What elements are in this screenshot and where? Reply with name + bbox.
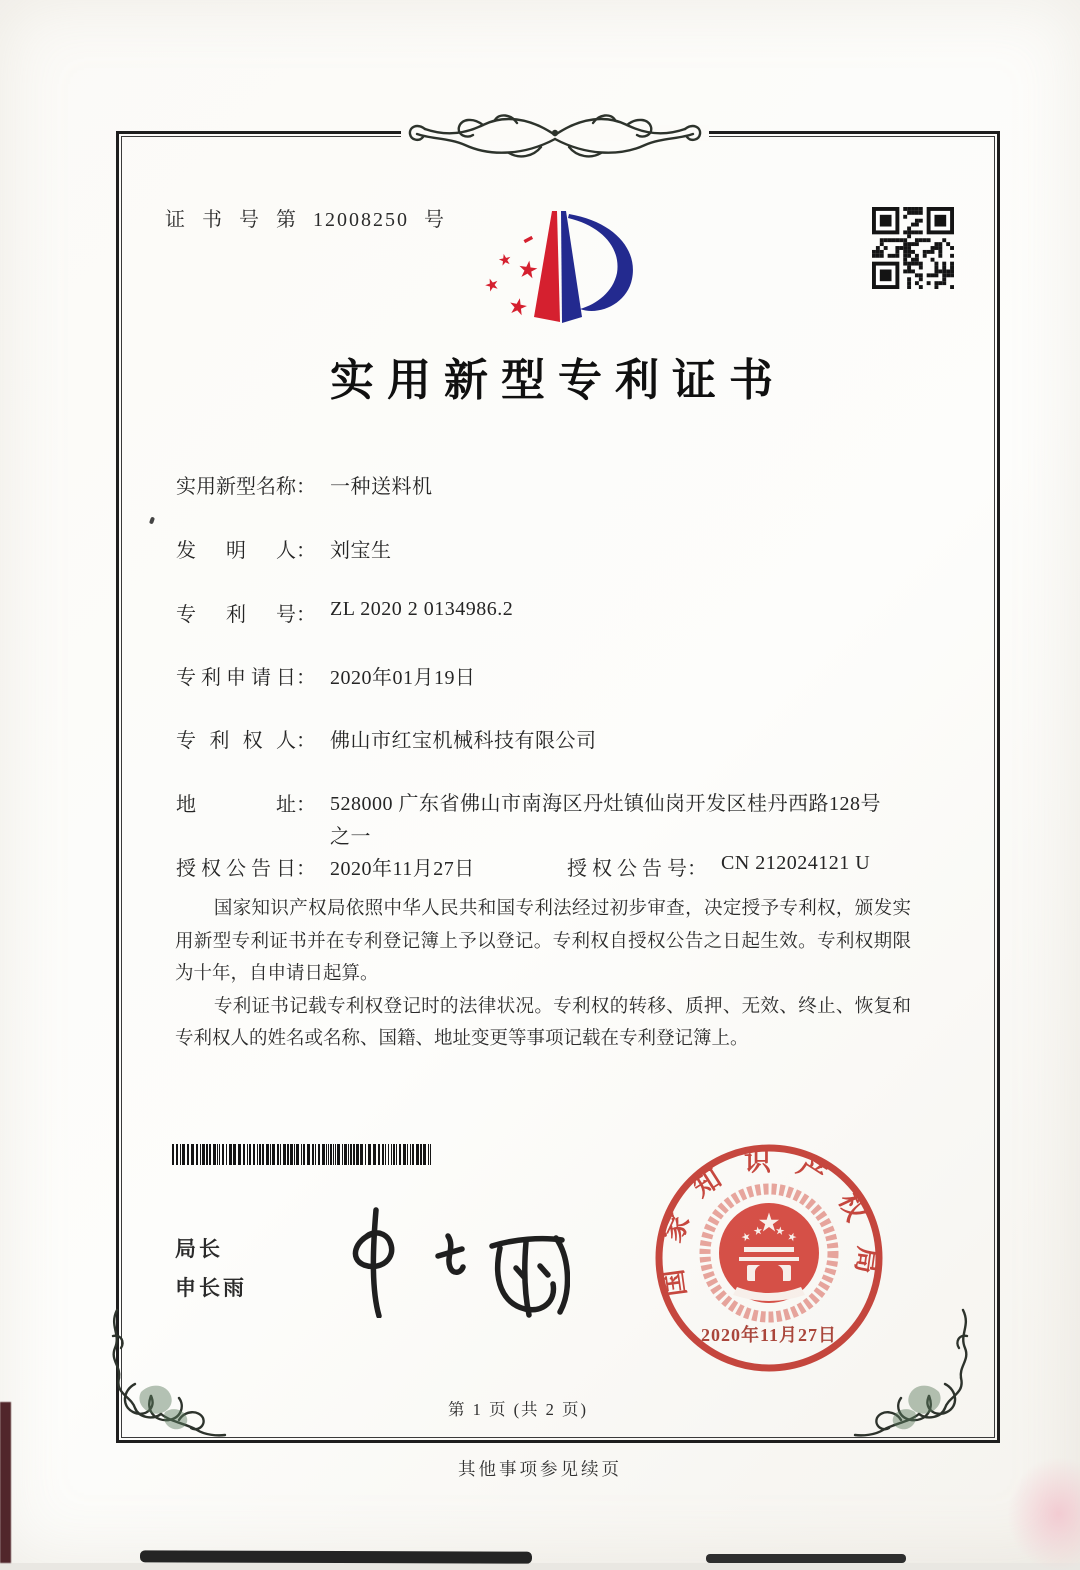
field-label: 专利申请日 [176, 667, 296, 689]
field-row-address [176, 788, 890, 854]
page-indicator: 第 1 页 (共 2 页) [447, 1400, 589, 1419]
top-flourish-ornament [393, 103, 717, 187]
field-value: 一种送料机 [330, 476, 433, 498]
field-label: 地址 [176, 794, 296, 816]
certificate-title: 实用新型专利证书 [330, 356, 786, 405]
photo-edge-artifact-bottom-2 [706, 1554, 906, 1563]
colon: ： [296, 794, 316, 816]
field-value: 佛山市红宝机械科技有限公司 [330, 730, 597, 752]
barcode [172, 1144, 434, 1165]
seal-date: 2020年11月27日 [700, 1325, 838, 1345]
photo-edge-artifact-left [0, 1402, 11, 1563]
colon: ： [296, 667, 316, 689]
national-emblem [705, 1189, 833, 1317]
colon: ： [296, 476, 316, 498]
colon: ： [296, 730, 316, 752]
director-name: 申长雨 [175, 1277, 247, 1300]
field-row-inventor [176, 534, 392, 563]
colon: ： [296, 540, 316, 562]
field-label: 专利权人 [176, 730, 296, 752]
legal-text [175, 893, 911, 1056]
official-seal [652, 1141, 886, 1375]
qr-code-icon [872, 207, 954, 289]
field-row-name [176, 470, 433, 499]
field-value: 2020年11月27日 [330, 858, 475, 880]
field-row-grant-date [176, 852, 475, 881]
field-value: ZL 2020 2 0134986.2 [330, 598, 514, 620]
legal-paragraph-1: 国家知识产权局依照中华人民共和国专利法经过初步审查，决定授予专利权，颁发实用新型专利证书并在专利登记簿上予以登记。专利权自授权公告之日起生效。专利权期限为十年，自申请日起算。 [175, 899, 911, 984]
director-signature [320, 1196, 570, 1318]
photo-edge-artifact-bottom [140, 1550, 532, 1563]
colon: ： [296, 604, 316, 626]
colon: ： [296, 858, 316, 880]
field-label: 实用新型名称 [176, 476, 296, 498]
field-row-patentee [176, 724, 597, 753]
colon: ： [687, 858, 707, 880]
legal-paragraph-2: 专利证书记载专利权登记时的法律状况。专利权的转移、质押、无效、终止、恢复和专利权人的姓名或名称、国籍、地址变更等事项记载在专利登记簿上。 [175, 996, 911, 1049]
cnipa-logo-icon [468, 196, 638, 336]
field-value: 刘宝生 [330, 540, 392, 562]
certificate-number: 证 书 号 第 12008250 号 [165, 209, 446, 231]
field-label: 授权公告日 [176, 858, 296, 880]
field-value: 2020年01月19日 [330, 667, 476, 689]
photo-smudge-artifact [1008, 1458, 1080, 1570]
field-value: CN 212024121 U [721, 852, 871, 874]
director-title: 局长 [175, 1238, 223, 1261]
field-label: 授权公告号 [567, 858, 687, 880]
field-row-grant-no [567, 852, 870, 881]
seal-ring-text: 国家知识产权局 [654, 1146, 884, 1299]
bottom-left-corner-ornament [95, 1308, 227, 1444]
field-value: 528000 广东省佛山市南海区丹灶镇仙岗开发区桂丹西路128号之一 [330, 793, 881, 848]
field-row-patent-no [176, 598, 513, 627]
footer-note: 其他事项参见续页 [458, 1459, 622, 1479]
field-label: 专利号 [176, 604, 296, 626]
field-label: 发明人 [176, 540, 296, 562]
field-row-filing-date [176, 661, 476, 690]
